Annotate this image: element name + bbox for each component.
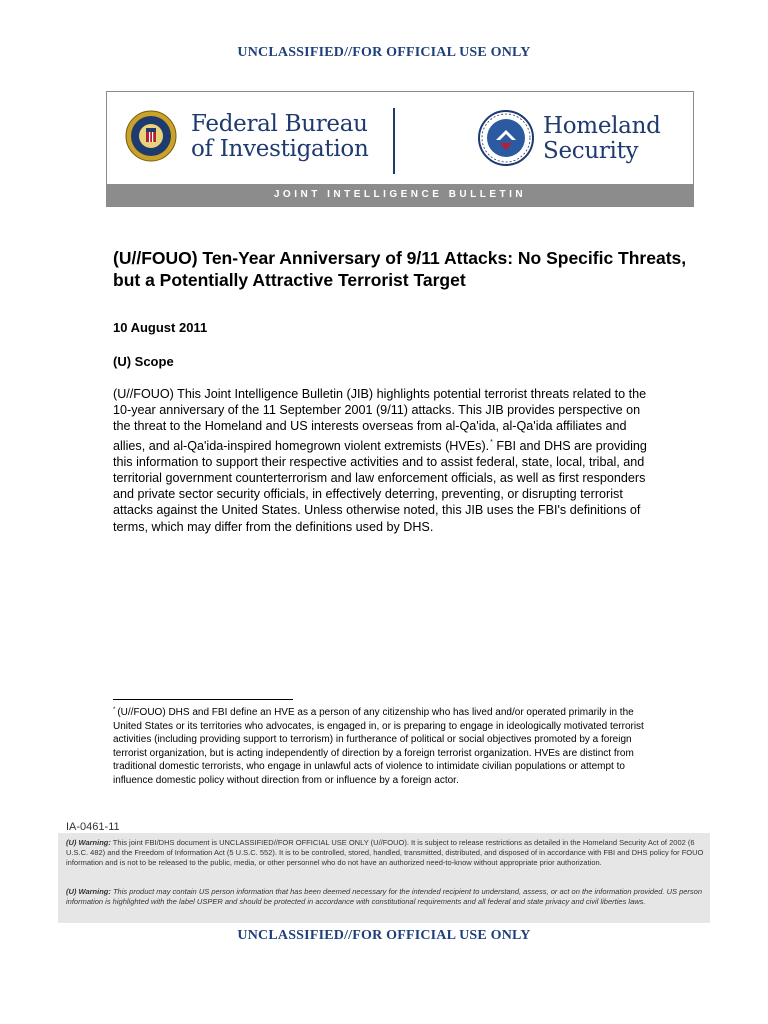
dhs-name-line2: Security xyxy=(543,138,639,164)
dhs-seal-icon xyxy=(478,110,534,166)
scope-text-part1: (U//FOUO) This Joint Intelligence Bulletin (JIB) highlights potential terrorist threats related to the 10-year anniversary of the 11 September 2001 (9/11) attacks. This JIB provides perspective on the threat to the Homeland and US interests overseas from al-Qa'ida, al-Qa'ida affiliates and allies, and al-Qa'ida-inspired homegrown violent extremists (HVEs). xyxy=(113,387,647,453)
scope-text-part2: FBI and DHS are providing this information to support their respective activities and to assist federal, state, local, tribal, and territorial government counterterrorism and law enforcement officials, as well as first responders and private sector security officials, in effectively deterring, preventing, or disrupting terrorist attacks against the United States. Unless otherwise noted, this JIB uses the FBI's definitions of terms, which may differ from the definitions used by DHS. xyxy=(113,438,647,534)
document-date: 10 August 2011 xyxy=(113,320,208,335)
banner-divider xyxy=(393,108,395,174)
fbi-wordmark xyxy=(191,112,368,162)
dhs-wordmark xyxy=(543,114,661,164)
warning-text-2: This product may contain US person information that has been deemed necessary for the intended recipient to understand, assess, or act on the information provided. US person information is highlighted with the label USPER and should be protected in accordance with constitutional requirements and all federal and state privacy and civil liberties laws. xyxy=(66,887,703,907)
ia-number: IA-0461-11 xyxy=(66,821,120,833)
footnote-marker-ref: * xyxy=(113,707,116,713)
scope-paragraph xyxy=(113,386,653,535)
warning-paragraph-2 xyxy=(66,887,704,907)
bulletin-label: JOINT INTELLIGENCE BULLETIN xyxy=(107,184,693,206)
dhs-name-line1: Homeland xyxy=(543,113,661,139)
footnote-rule xyxy=(113,699,293,700)
classification-header: UNCLASSIFIED//FOR OFFICIAL USE ONLY xyxy=(237,45,531,60)
footnote-marker: * xyxy=(490,438,493,446)
warning-paragraph-1 xyxy=(66,838,704,869)
document-title: (U//FOUO) Ten-Year Anniversary of 9/11 Attacks: No Specific Threats, but a Potentially Attractive Terrorist Target xyxy=(113,248,687,290)
warning-box xyxy=(58,833,710,923)
scope-heading: (U) Scope xyxy=(113,354,174,369)
fbi-name-line2: of Investigation xyxy=(191,136,369,162)
warning-label-2: (U) Warning: xyxy=(66,887,111,896)
classification-footer: UNCLASSIFIED//FOR OFFICIAL USE ONLY xyxy=(237,928,531,943)
agency-banner xyxy=(106,91,694,207)
warning-text-1: This joint FBI/DHS document is UNCLASSIFIED//FOR OFFICIAL USE ONLY (U//FOUO). It is subject to release restrictions as detailed in the Homeland Security Act of 2002 (6 U.S.C. 482) and the Freedom of Information Act (5 U.S.C. 552). It is to be controlled, stored, handled, transmitted, distributed, and disposed of in accordance with FBI and DHS policy for FOUO information and is not to be released to the public, media, or other personnel who do not have an authorized need-to-know without appropriate prior authorization. xyxy=(66,838,704,868)
fbi-seal-icon xyxy=(125,110,177,162)
fbi-name-line1: Federal Bureau xyxy=(191,111,368,137)
footnote xyxy=(113,704,653,787)
footnote-text: (U//FOUO) DHS and FBI define an HVE as a person of any citizenship who has lived and/or operated primarily in the United States or its territories who advocates, is engaged in, or is preparing to engage in ideologically motivated terrorist activities (including providing support to terrorism) in furtherance of political or social objectives promoted by a foreign terrorist organization, but is acting independently of direction by a foreign terrorist organization. HVEs are distinct from traditional domestic terrorists, who engage in unlawful acts of violence to intimidate civilian populations or attempt to influence domestic policy without direction from or influence by a foreign actor. xyxy=(113,707,644,786)
warning-label-1: (U) Warning: xyxy=(66,838,111,847)
